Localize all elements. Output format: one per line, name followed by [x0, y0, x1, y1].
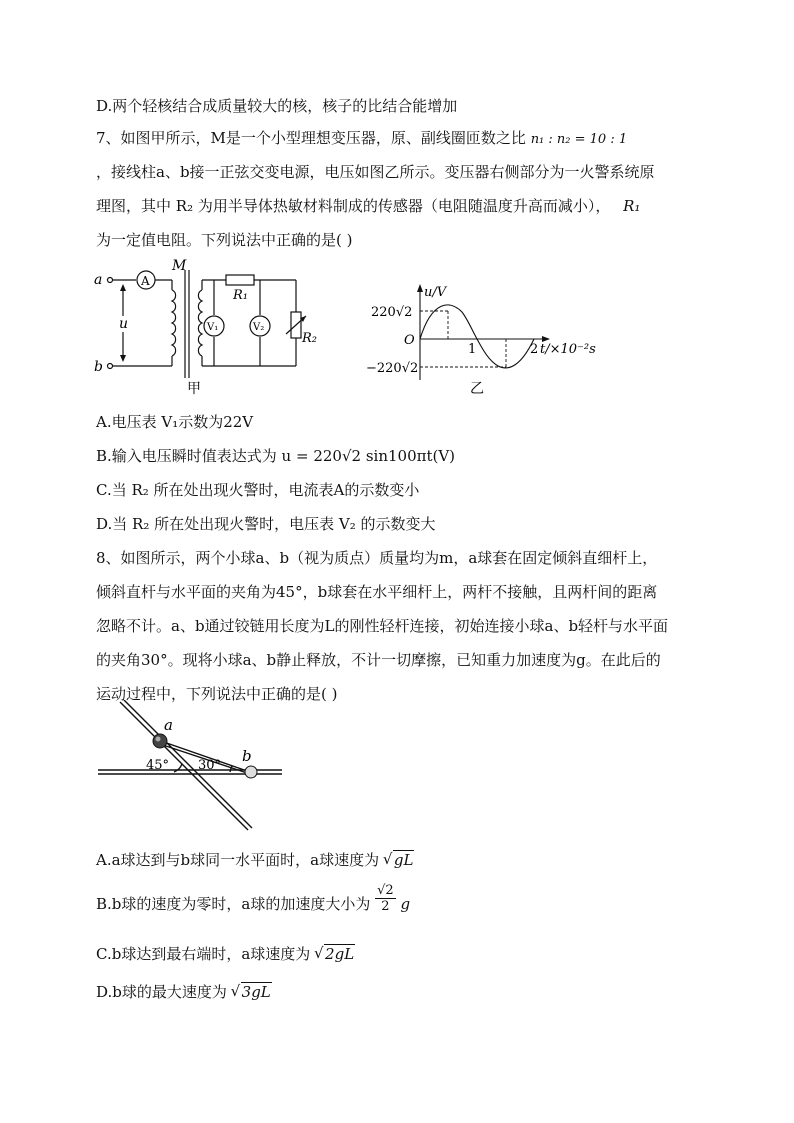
q7-option-b: B.输入电压瞬时值表达式为 u = 220√2 sin100πt(V)	[96, 447, 456, 465]
terminal-a-label: a	[94, 272, 103, 288]
q8-option-b-denominator: 2	[381, 898, 390, 914]
q7-ratio: n₁ : n₂ = 10 : 1	[530, 132, 628, 147]
graph-origin-label: O	[404, 333, 415, 348]
figure-yi-caption: 乙	[470, 381, 484, 397]
q7-option-d: D.当 R₂ 所在处出现火警时，电压表 V₂ 的示数变大	[96, 515, 436, 533]
q8-option-c-value: 2gL	[325, 945, 355, 963]
graph-tick-2: 2	[530, 342, 539, 357]
q8-stem-line-3: 忽略不计。a、b通过铰链用长度为L的刚性轻杆连接，初始连接小球a、b轻杆与水平面	[96, 617, 669, 635]
q7-stem-text-3: 理图，其中 R₂ 为用半导体热敏材料制成的传感器（电阻随温度升高而减小），	[96, 197, 611, 215]
q8-option-a-sqrt	[384, 850, 415, 870]
q7-stem-line-1	[96, 128, 627, 150]
q7-stem-line-4: 为一定值电阻。下列说法中正确的是( )	[96, 231, 353, 249]
graph-y-max-label: 220√2	[371, 305, 413, 320]
q8-option-c-sqrt	[315, 944, 355, 964]
ball-b-label: b	[242, 747, 252, 765]
q7-r1-symbol: R₁	[623, 197, 641, 215]
q7-option-a: A.电压表 V₁示数为22V	[96, 413, 254, 431]
q8-option-d-text: D.b球的最大速度为	[96, 983, 227, 1001]
q7-voltage-graph	[360, 280, 620, 398]
resistor1-label: R₁	[233, 288, 248, 303]
q8-stem-line-4: 的夹角30°。现将小球a、b静止释放，不计一切摩擦，已知重力加速度为g。在此后的	[96, 651, 661, 669]
ball-a-label: a	[164, 716, 173, 734]
angle-30-label: 30°	[198, 758, 222, 773]
q7-option-c: C.当 R₂ 所在处出现火警时，电流表A的示数变小	[96, 481, 420, 499]
transformer-m-label: M	[172, 258, 187, 274]
q8-option-b-text: B.b球的速度为零时，a球的加速度大小为	[96, 895, 371, 913]
q7-stem-line-2: ，接线柱a、b接一正弦交变电源，电压如图乙所示。变压器右侧部分为一火警系统原	[96, 163, 655, 181]
graph-tick-1: 1	[468, 342, 477, 357]
voltmeter1-label: V₁	[207, 322, 219, 333]
q8-option-d-value: 3gL	[241, 983, 271, 1001]
q8-option-d	[96, 982, 272, 1002]
q8-stem-line-5: 运动过程中，下列说法中正确的是( )	[96, 685, 338, 703]
resistor2-label: R₂	[302, 331, 317, 346]
q8-option-a	[96, 850, 414, 870]
q7-circuit-figure	[90, 256, 330, 396]
terminal-b-label: b	[94, 359, 103, 375]
figure-jia-caption: 甲	[187, 381, 201, 396]
voltmeter2-label: V₂	[253, 322, 265, 333]
q7-stem-line-3	[96, 196, 640, 216]
q8-option-c	[96, 944, 355, 964]
q8-rod-figure	[94, 700, 294, 840]
q8-stem-line-2: 倾斜直杆与水平面的夹角为45°，b球套在水平细杆上，两杆不接触，且两杆间的距离	[96, 583, 658, 601]
graph-y-axis-label: u/V	[424, 285, 447, 300]
q7-stem-text-1: 7、如图甲所示，M是一个小型理想变压器，原、副线圈匝数之比	[96, 129, 526, 147]
q8-option-b-g: g	[400, 895, 411, 913]
angle-45-label: 45°	[146, 758, 170, 773]
q8-option-b-fraction	[375, 883, 396, 914]
graph-x-axis-label: t/×10⁻²s	[540, 342, 596, 357]
q8-option-b-numerator: √2	[377, 882, 394, 898]
q8-option-c-text: C.b球达到最右端时，a球速度为	[96, 945, 311, 963]
ammeter-label: A	[141, 274, 150, 288]
q8-option-a-text: A.a球达到与b球同一水平面时，a球速度为	[96, 851, 380, 869]
graph-y-min-label: −220√2	[366, 361, 419, 376]
q8-stem-line-1: 8、如图所示，两个小球a、b（视为质点）质量均为m，a球套在固定倾斜直细杆上，	[96, 549, 658, 567]
q8-option-d-sqrt	[232, 982, 272, 1002]
q6-option-d: D.两个轻核结合成质量较大的核，核子的比结合能增加	[96, 97, 458, 115]
q8-option-a-value: gL	[393, 851, 414, 869]
q8-option-b	[96, 882, 411, 914]
voltage-u-label: u	[119, 316, 129, 332]
